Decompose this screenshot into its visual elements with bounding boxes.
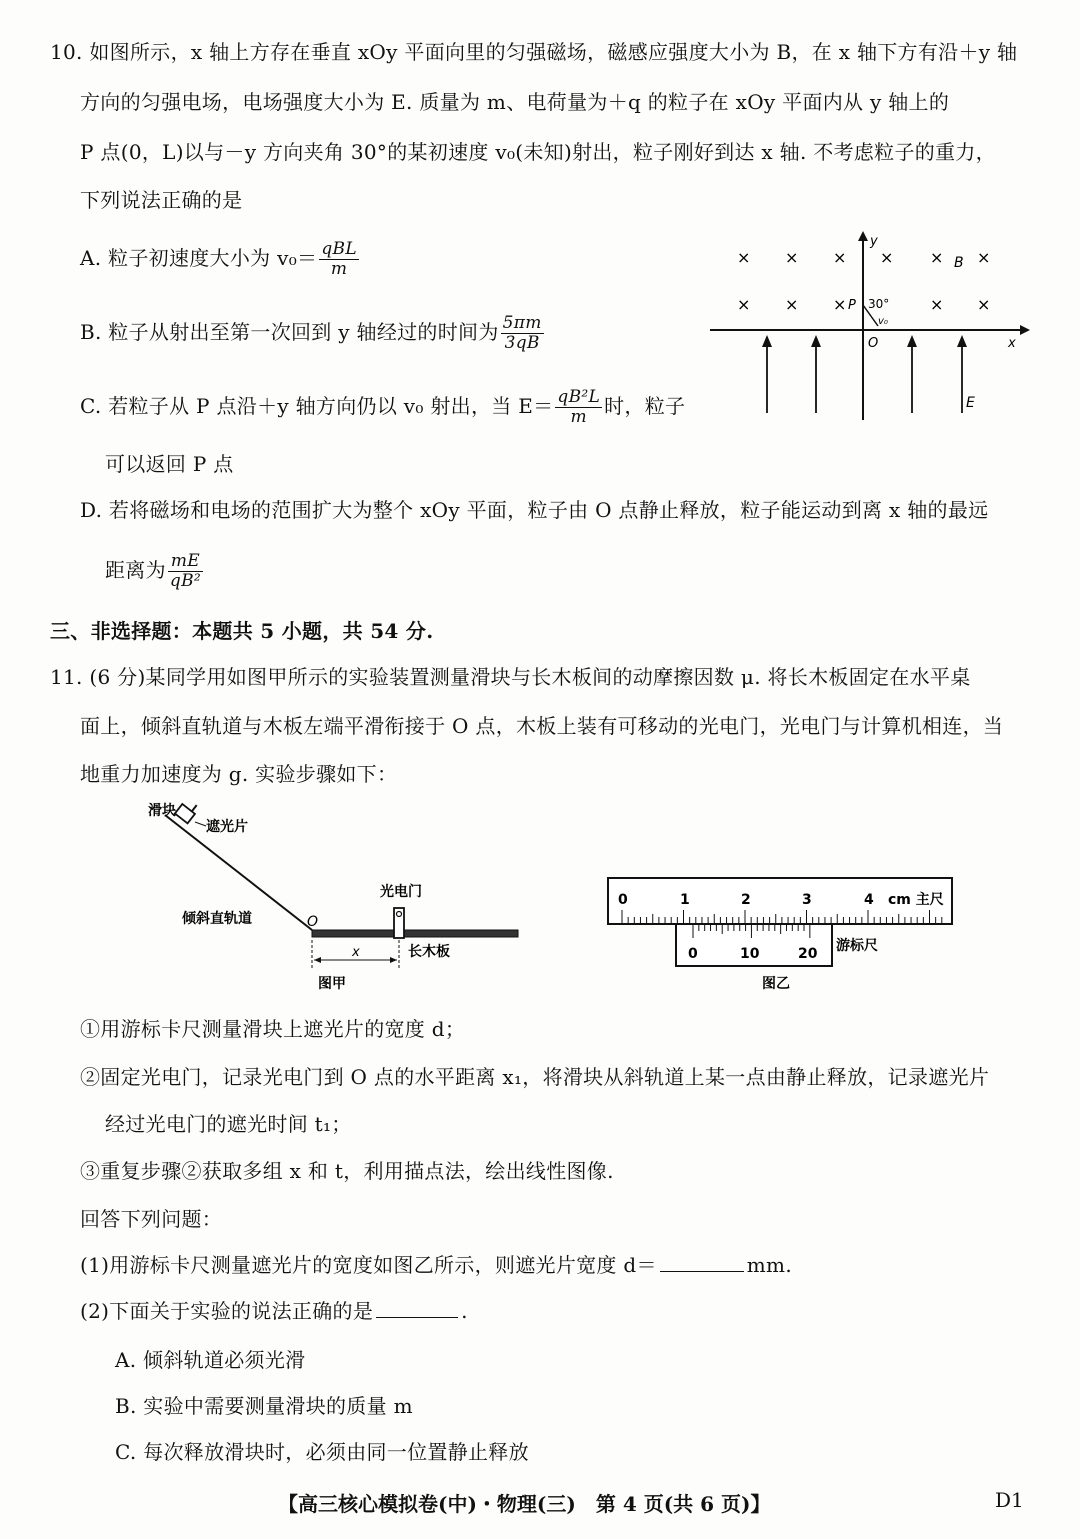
answer-blank-d[interactable] <box>660 1253 744 1272</box>
field-cross: × <box>977 295 991 314</box>
q11-sub-question-2 <box>80 1297 468 1325</box>
x-axis-label: x <box>1008 336 1016 351</box>
long-board <box>312 930 518 937</box>
fraction-numerator: qB²L <box>557 387 601 407</box>
shade-pointer <box>195 822 206 826</box>
distance-x-label: x <box>352 945 360 960</box>
q11-answer-prompt: 回答下列问题： <box>80 1207 223 1231</box>
slider-label: 滑块 <box>148 803 176 819</box>
q11-step-3: ③重复步骤②获取多组 x 和 t，利用描点法，绘出线性图像. <box>80 1159 614 1183</box>
q10-option-c-line-2: 可以返回 P 点 <box>105 452 234 476</box>
board-label: 长木板 <box>408 944 450 960</box>
field-cross: × <box>930 248 944 267</box>
sub1-text: (1)用游标卡尺测量遮光片的宽度如图乙所示，则遮光片宽度 d＝ <box>80 1253 657 1277</box>
paper-code: D1 <box>995 1488 1024 1512</box>
electric-field-arrowheads <box>762 335 967 347</box>
x-axis-arrow <box>1020 325 1030 335</box>
photogate <box>394 908 404 938</box>
sub1-unit: mm. <box>746 1253 792 1277</box>
page-footer: 【高三核心模拟卷(中)・物理(三) 第 4 页(共 6 页)】 <box>278 1492 771 1516</box>
figure-yi-caption: 图乙 <box>762 976 790 992</box>
q10-field-figure <box>700 225 1040 425</box>
shading-strip <box>192 805 197 811</box>
field-cross: × <box>833 248 847 267</box>
q10-option-a-text: A. 粒子初速度大小为 v₀＝ <box>80 246 318 270</box>
field-arrowhead <box>907 335 917 347</box>
field-arrowhead <box>957 335 967 347</box>
q11-step-2-cont: 经过光电门的遮光时间 t₁； <box>105 1112 352 1136</box>
main-tick-label: 0 <box>618 892 628 908</box>
field-cross: × <box>880 248 894 267</box>
angle-label: 30° <box>868 297 890 311</box>
slider-block <box>175 800 200 823</box>
q11-option-c: C. 每次释放滑块时，必须由同一位置静止释放 <box>115 1440 529 1464</box>
main-tick-label: 3 <box>802 892 812 908</box>
sub2-period: . <box>461 1299 468 1323</box>
field-cross: × <box>785 248 799 267</box>
vernier-tick-label: 20 <box>798 946 818 962</box>
v0-label: v₀ <box>878 316 888 327</box>
field-cross: × <box>977 248 991 267</box>
dimension-arrow-left <box>314 957 321 963</box>
q10-option-c-fraction <box>555 388 602 427</box>
fraction-denominator: qB² <box>169 571 201 591</box>
q11-step-1: ①用游标卡尺测量滑块上遮光片的宽度 d； <box>80 1017 466 1041</box>
q10-option-b <box>80 314 546 353</box>
origin-label: O <box>868 336 879 351</box>
q11-option-a: A. 倾斜轨道必须光滑 <box>115 1348 306 1372</box>
electric-field-label: E <box>966 395 975 411</box>
q10-stem-line-3: P 点(0，L)以与－y 方向夹角 30°的某初速度 v₀(未知)射出，粒子刚好到达 x 轴. 不考虑粒子的重力， <box>80 140 996 164</box>
field-cross: × <box>737 248 751 267</box>
main-tick-label: 1 <box>680 892 690 908</box>
main-tick-label: 2 <box>741 892 751 908</box>
field-cross: × <box>785 295 799 314</box>
main-scale-label: cm 主尺 <box>888 892 944 908</box>
figure-jia-apparatus <box>140 800 540 1000</box>
q11-step-2: ②固定光电门，记录光电门到 O 点的水平距离 x₁，将滑块从斜轨道上某一点由静止释放，记录遮光片 <box>80 1065 990 1089</box>
fraction-numerator: mE <box>168 552 203 572</box>
fraction-denominator: 3qB <box>504 333 540 353</box>
q10-stem-line-2: 方向的匀强电场，电场强度大小为 E. 质量为 m、电荷量为＋q 的粒子在 xOy 平面内从 y 轴上的 <box>80 90 950 114</box>
photogate-label: 光电门 <box>380 884 422 900</box>
q11-sub-question-1 <box>80 1251 792 1279</box>
vernier-scale-label: 游标尺 <box>836 938 878 954</box>
field-arrowhead <box>811 335 821 347</box>
y-axis-arrow <box>858 231 868 241</box>
sub2-text: (2)下面关于实验的说法正确的是 <box>80 1299 374 1323</box>
q11-option-b: B. 实验中需要测量滑块的质量 m <box>115 1394 413 1418</box>
point-p-label: P <box>848 298 856 313</box>
vernier-tick-label: 0 <box>688 946 698 962</box>
q11-stem-line-3: 地重力加速度为 g. 实验步骤如下： <box>80 762 398 786</box>
q10-option-d-line-1: D. 若将磁场和电场的范围扩大为整个 xOy 平面，粒子由 O 点静止释放，粒子能运动到离 x 轴的最远 <box>80 498 989 522</box>
dimension-arrow-right <box>390 957 397 963</box>
q10-option-b-text: B. 粒子从射出至第一次回到 y 轴经过的时间为 <box>80 320 499 344</box>
field-cross: × <box>737 295 751 314</box>
fraction-numerator: 5πm <box>502 313 542 333</box>
q10-option-a-fraction <box>319 240 359 279</box>
point-o-label: O <box>307 914 319 930</box>
electric-field-lines <box>767 345 962 413</box>
fraction-denominator: m <box>330 259 348 279</box>
vernier-tick-label: 10 <box>740 946 760 962</box>
figure-yi-vernier <box>600 872 960 997</box>
figure-jia-caption: 图甲 <box>318 976 346 992</box>
y-axis-label: y <box>870 234 878 249</box>
shade-label: 遮光片 <box>206 819 248 835</box>
q11-stem-line-2: 面上，倾斜直轨道与木板左端平滑衔接于 O 点，木板上装有可移动的光电门，光电门与计算机相连，当 <box>80 714 1004 738</box>
q10-stem-line-1: 10. 如图所示，x 轴上方存在垂直 xOy 平面向里的匀强磁场，磁感应强度大小为 B，在 x 轴下方有沿＋y 轴 <box>50 40 1018 64</box>
q10-option-c-text: C. 若粒子从 P 点沿＋y 轴方向仍以 v₀ 射出，当 E＝ <box>80 394 554 418</box>
section-3-heading: 三、非选择题：本题共 5 小题，共 54 分. <box>50 619 434 643</box>
q10-option-c <box>80 388 685 427</box>
track-label: 倾斜直轨道 <box>182 911 252 927</box>
q11-stem-line-1: 11. (6 分)某同学用如图甲所示的实验装置测量滑块与长木板间的动摩擦因数 μ. 将长木板固定在水平桌 <box>50 665 971 689</box>
q10-option-c-text-2: 时，粒子 <box>604 394 686 418</box>
field-cross: × <box>833 295 847 314</box>
fraction-numerator: qBL <box>321 239 357 259</box>
q10-option-b-fraction <box>501 314 544 353</box>
magnetic-field-label: B <box>954 255 964 271</box>
field-arrowhead <box>762 335 772 347</box>
q10-option-d-fraction <box>168 552 203 591</box>
field-cross: × <box>930 295 944 314</box>
fraction-denominator: m <box>570 407 587 427</box>
q10-option-d-line-2 <box>105 552 205 591</box>
answer-blank-choice[interactable] <box>376 1299 458 1318</box>
q10-option-a <box>80 240 361 279</box>
q10-stem-line-4: 下列说法正确的是 <box>80 188 243 212</box>
q10-option-d-text: 距离为 <box>105 558 166 582</box>
main-tick-label: 4 <box>864 892 874 908</box>
